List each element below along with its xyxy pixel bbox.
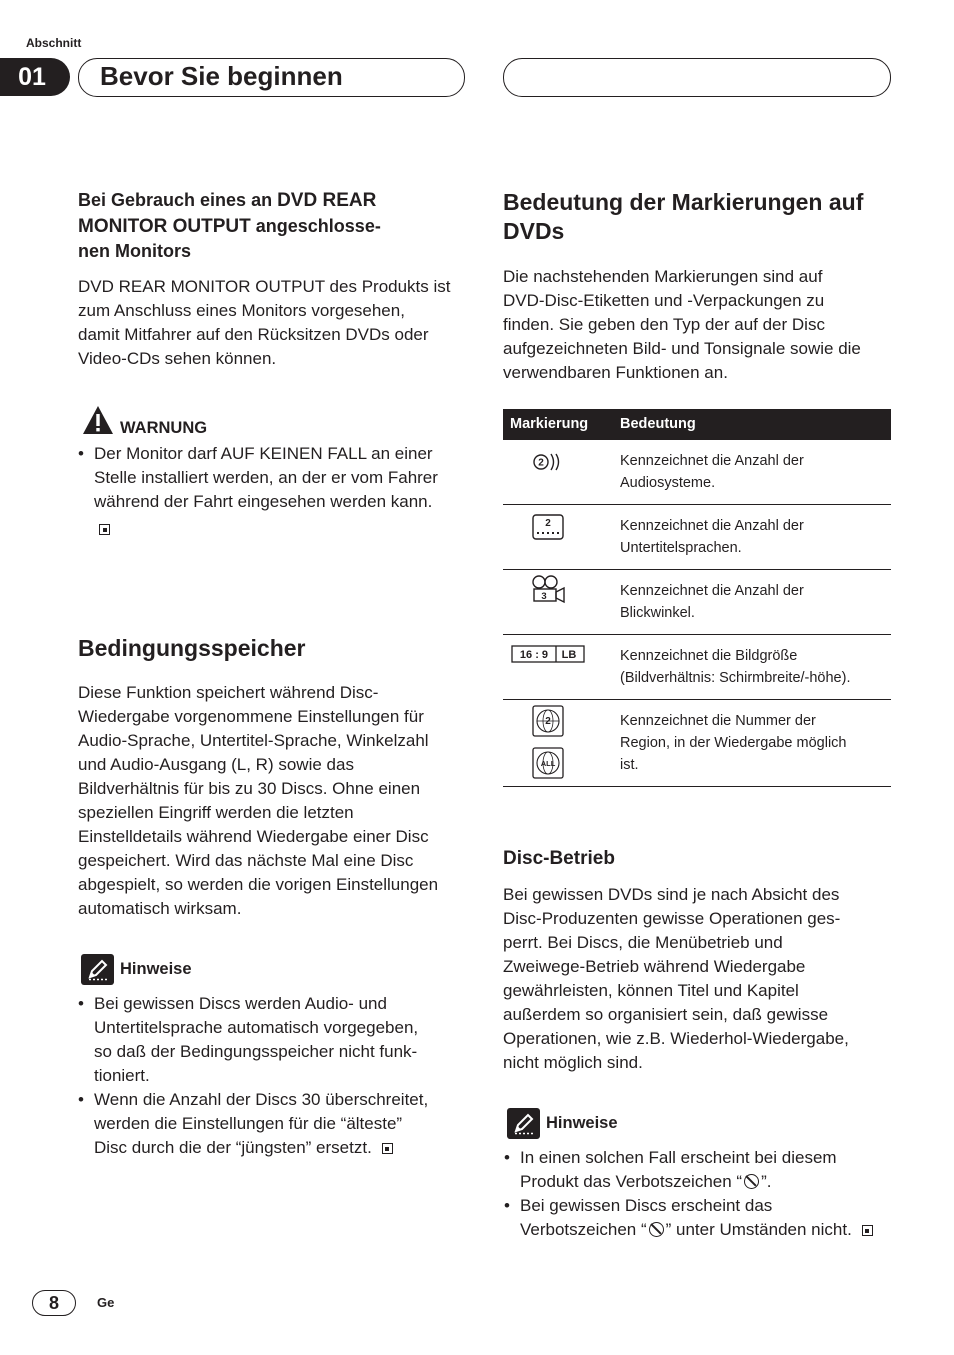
audio-systems-icon [532,451,566,478]
column-header-markierung: Markierung [510,416,589,432]
markings-title: Bedeutung der Markierungen auf DVDs [503,189,864,244]
note-bullet: • Wenn die Anzahl der Discs 30 überschreitet, werden die Einstellungen für die “älteste” Disc durch die der “jüngsten” ersetzt. [78,1090,429,1157]
table-row [503,635,891,700]
end-of-section-mark [862,1225,873,1236]
prohibition-icon [649,1222,664,1237]
markings-body: Die nachstehenden Markierungen sind auf DVD-Disc-Etiketten und -Verpackungen zu finden. Sie geben den Typ der auf der Disc aufgezeichneten Bild- und Tonsignale sowie die verwendbaren Funktionen an. [503,267,861,382]
svg-text:LB: LB [561,649,577,661]
column-header-bedeutung: Bedeutung [620,416,696,432]
chapter-title: Bevor Sie beginnen [100,61,343,91]
svg-text:3: 3 [541,591,547,602]
row-description: Kennzeichnet die Anzahl der Untertitelsprachen. [620,518,804,556]
notes-label: Hinweise [120,960,192,978]
svg-text:ALL: ALL [540,759,556,768]
condition-memory-body: Diese Funktion speichert während Disc- Wiedergabe vorgenommene Einstellungen für Audio-Sprache, Untertitel-Sprache, Winkelzahl und Audio-Ausgang (L, R) sowie das Bildverhältnis für bis zu 30 Discs. Ohne einen speziellen Eingriff werden die letzten Einstelldetails während Wiedergabe einer Disc gespeichert. Wird das nächste Mal eine Disc abgespielt, so werden die vorigen Einstellungen automatisch wirksam. [78,683,439,918]
svg-text:2: 2 [545,716,551,727]
warning-label: WARNUNG [120,419,208,437]
table-row [503,505,891,570]
rear-monitor-heading: Bei Gebrauch eines an DVD REAR MONITOR OUTPUT angeschlosse- nen Monitors [78,190,381,261]
row-description: Kennzeichnet die Anzahl der Blickwinkel. [620,583,804,621]
table-row [503,700,891,787]
notes-label: Hinweise [546,1114,618,1132]
note-bullet: • In einen solchen Fall erscheint bei diesem Produkt das Verbotszeichen “ ”. [504,1148,837,1191]
disc-operation-title: Disc-Betrieb [503,848,615,869]
warning-icon [82,405,114,440]
note-bullet: • Bei gewissen Discs erscheint das Verbotszeichen “ ” unter Umständen nicht. [504,1194,894,1244]
svg-text:16 : 9: 16 : 9 [519,649,549,661]
chapter-number-badge: 01 [0,58,70,96]
table-row [503,440,891,505]
end-of-section-mark [382,1143,393,1154]
prohibition-icon [744,1174,759,1189]
language-code: Ge [97,1295,115,1310]
row-description: Kennzeichnet die Anzahl der Audiosysteme. [620,453,804,491]
end-of-section-mark [99,524,110,535]
row-description: Kennzeichnet die Nummer der Region, in der Wiedergabe möglich ist. [620,713,847,773]
svg-text:2: 2 [545,518,551,529]
region-code-icon [532,705,564,786]
markings-table [503,409,891,787]
pencil-note-icon [81,954,114,985]
note-bullet: • Bei gewissen Discs werden Audio- und Untertitelsprache automatisch vorgegeben, so daß der Bedingungsspeicher nicht funk- tioniert. [78,994,419,1085]
pencil-note-icon [507,1108,540,1139]
disc-operation-body: Bei gewissen DVDs sind je nach Absicht des Disc-Produzenten gewisse Operationen ges- perrt. Bei Discs, die Menübetrieb und Zweiwege-Betrieb während Wiedergabe gewährleisten, können Titel und Kapitel außerdem so organisiert sein, daß gewisse Operationen, wie z.B. Wiederhol-Wiedergabe, nicht möglich sind. [503,885,849,1072]
svg-text:2: 2 [538,457,544,469]
page-number: 8 [32,1290,76,1316]
camera-angles-icon [531,574,567,609]
table-header [503,409,891,440]
warning-bullet: • Der Monitor darf AUF KEINEN FALL an einer Stelle installiert werden, an der er vom Fahrer während der Fahrt eingesehen werden kann. [78,444,438,511]
section-label: Abschnitt [26,36,82,50]
subtitle-languages-icon [532,514,564,545]
rear-monitor-body: DVD REAR MONITOR OUTPUT des Produkts ist zum Anschluss eines Monitors vorgesehen, damit Mitfahrer auf den Rücksitzen DVDs oder Video-CDs sehen können. [78,277,451,368]
table-row [503,570,891,635]
row-description: Kennzeichnet die Bildgröße (Bildverhältnis: Schirmbreite/-höhe). [620,648,851,686]
condition-memory-title: Bedingungsspeicher [78,635,306,661]
right-header-frame [503,58,891,97]
aspect-ratio-icon [511,645,585,668]
